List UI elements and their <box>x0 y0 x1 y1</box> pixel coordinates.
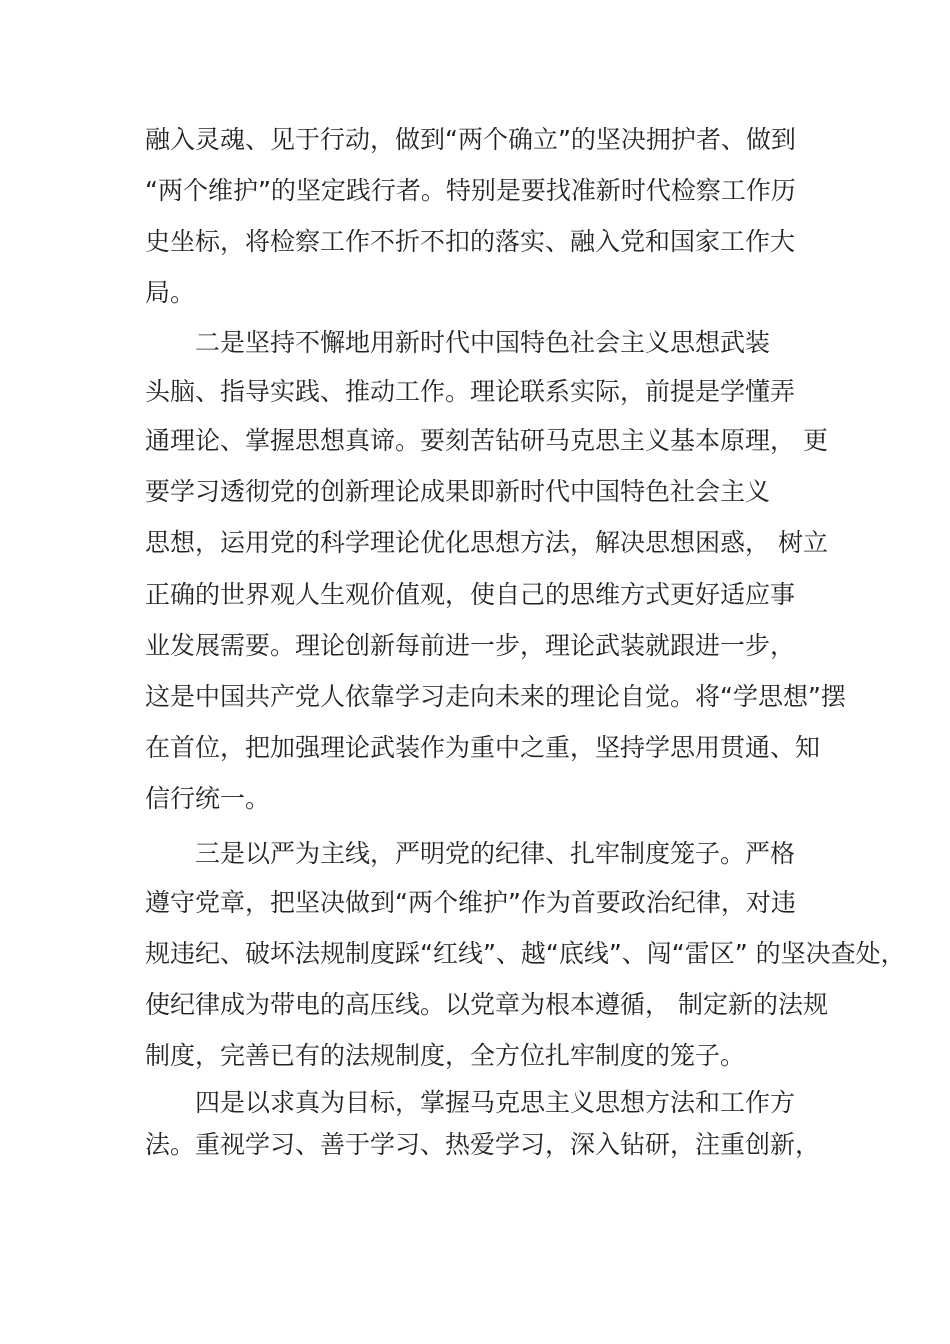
text-line: 融入灵魂、见于行动，做到“两个确立”的坚决拥护者、做到 <box>145 125 796 154</box>
text-line: 在首位，把加强理论武装作为重中之重，坚持学思用贯通、知 <box>145 733 821 762</box>
text-line: 信行统一。 <box>145 784 271 813</box>
text-line: 正确的世界观人生观价值观，使自己的思维方式更好适应事 <box>145 580 796 609</box>
text-line: 业发展需要。理论创新每前进一步，理论武装就跟进一步， <box>145 631 796 660</box>
text-line: “两个维护”的坚定践行者。特别是要找准新时代检察工作历 <box>145 176 796 205</box>
text-line: 头脑、指导实践、推动工作。理论联系实际，前提是学懂弄 <box>145 377 796 406</box>
text-line: 通理论、掌握思想真谛。要刻苦钻研马克思主义基本原理， 更 <box>145 426 828 455</box>
text-line: 制度，完善已有的法规制度，全方位扎牢制度的笼子。 <box>145 1041 746 1070</box>
paragraph-start-line: 二是坚持不懈地用新时代中国特色社会主义思想武装 <box>195 328 771 357</box>
text-line: 史坐标，将检察工作不折不扣的落实、融入党和国家工作大 <box>145 227 796 256</box>
text-line: 这是中国共产党人依靠学习走向未来的理论自觉。将“学思想”摆 <box>145 682 846 711</box>
paragraph-start-line: 四是以求真为目标，掌握马克思主义思想方法和工作方 <box>195 1088 796 1117</box>
text-line: 要学习透彻党的创新理论成果即新时代中国特色社会主义 <box>145 477 771 506</box>
text-line: 局。 <box>145 278 196 307</box>
text-line: 法。重视学习、善于学习、热爱学习，深入钻研，注重创新， <box>145 1130 821 1159</box>
paragraph-start-line: 三是以严为主线，严明党的纪律、扎牢制度笼子。严格 <box>195 839 796 868</box>
text-line: 思想，运用党的科学理论优化思想方法，解决思想困惑， 树立 <box>145 528 828 557</box>
text-line: 使纪律成为带电的高压线。以党章为根本遵循， 制定新的法规 <box>145 990 828 1019</box>
text-line: 规违纪、破坏法规制度踩“红线”、越“底线”、闯“雷区” 的坚决查处， <box>145 939 906 968</box>
text-line: 遵守党章，把坚决做到“两个维护”作为首要政治纪律，对违 <box>145 888 796 917</box>
